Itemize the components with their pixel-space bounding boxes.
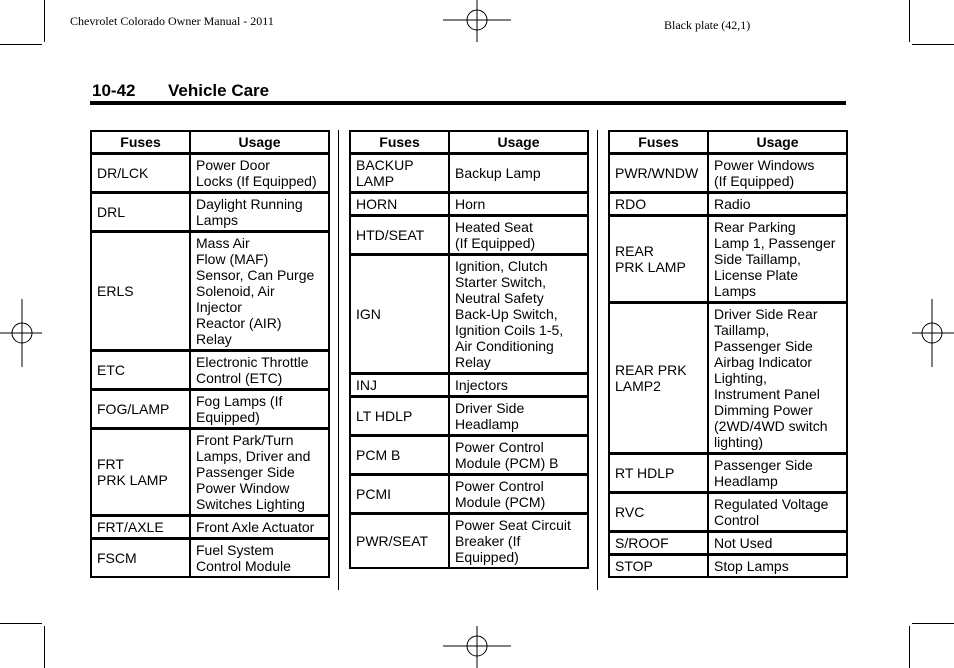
fuse-cell: PWR/WNDW <box>609 154 708 193</box>
page-title <box>92 81 269 101</box>
table-row <box>91 154 329 193</box>
usage-cell: Regulated Voltage Control <box>708 493 847 532</box>
usage-cell: Front Park/Turn Lamps, Driver and Passenger Side Power Window Switches Lighting <box>190 429 329 516</box>
fuse-cell: S/ROOF <box>609 532 708 555</box>
title-rule <box>90 101 846 105</box>
fuse-cell: ERLS <box>91 232 190 351</box>
table-row <box>350 255 588 374</box>
fuse-cell: BACKUP LAMP <box>350 154 449 193</box>
fuse-cell: DRL <box>91 193 190 232</box>
fuse-table-2 <box>349 130 589 569</box>
fuse-cell: FOG/LAMP <box>91 390 190 429</box>
crop-mark-bottom-left-v <box>44 626 45 668</box>
table-row <box>350 193 588 216</box>
plate-label: Black plate (42,1) <box>664 18 751 32</box>
table-row <box>91 516 329 539</box>
column-header-fuses: Fuses <box>350 131 449 154</box>
table-row <box>609 493 847 532</box>
registration-mark-top <box>457 0 497 42</box>
column-header-fuses: Fuses <box>91 131 190 154</box>
fuse-cell: FRT PRK LAMP <box>91 429 190 516</box>
table-row <box>350 397 588 436</box>
crop-mark-bottom-right-v <box>909 626 910 668</box>
usage-cell: Passenger Side Headlamp <box>708 454 847 493</box>
usage-cell: Power Door Locks (If Equipped) <box>190 154 329 193</box>
table-row <box>350 475 588 514</box>
usage-cell: Driver Side Rear Taillamp, Passenger Side Airbag Indicator Lighting, Instrument Panel Dimming Power (2WD/4WD switch lighting) <box>708 303 847 454</box>
usage-cell: Ignition, Clutch Starter Switch, Neutral Safety Back-Up Switch, Ignition Coils 1-5, Air Conditioning Relay <box>449 255 588 374</box>
fuse-cell: PCM B <box>350 436 449 475</box>
crop-mark-top-right-v <box>909 0 910 42</box>
usage-cell: Power Control Module (PCM) B <box>449 436 588 475</box>
usage-cell: Stop Lamps <box>708 555 847 578</box>
usage-cell: Heated Seat (If Equipped) <box>449 216 588 255</box>
section-title: Vehicle Care <box>168 81 270 100</box>
registration-mark-right <box>912 313 954 353</box>
table-row <box>91 539 329 578</box>
crop-mark-bottom-left-h <box>0 623 42 624</box>
fuse-table-1 <box>90 130 330 578</box>
fuse-cell: REAR PRK LAMP <box>609 216 708 303</box>
usage-cell: Power Control Module (PCM) <box>449 475 588 514</box>
fuse-cell: IGN <box>350 255 449 374</box>
usage-cell: Injectors <box>449 374 588 397</box>
table-row <box>350 216 588 255</box>
usage-cell: Driver Side Headlamp <box>449 397 588 436</box>
table-row <box>609 454 847 493</box>
table-row <box>91 351 329 390</box>
usage-cell: Backup Lamp <box>449 154 588 193</box>
table-row <box>350 514 588 569</box>
fuse-cell: PCMI <box>350 475 449 514</box>
crop-mark-bottom-right-h <box>912 623 954 624</box>
table-row <box>350 154 588 193</box>
fuse-cell: ETC <box>91 351 190 390</box>
fuse-cell: FSCM <box>91 539 190 578</box>
manual-title: Chevrolet Colorado Owner Manual - 2011 <box>70 14 274 28</box>
table-row <box>609 555 847 578</box>
column-header-usage: Usage <box>190 131 329 154</box>
table-row <box>609 303 847 454</box>
table-row <box>350 374 588 397</box>
fuse-cell: INJ <box>350 374 449 397</box>
column-divider-2 <box>597 130 598 590</box>
page-number: 10-42 <box>92 81 136 100</box>
table-row <box>91 429 329 516</box>
fuse-cell: RVC <box>609 493 708 532</box>
fuse-cell: REAR PRK LAMP2 <box>609 303 708 454</box>
fuse-cell: LT HDLP <box>350 397 449 436</box>
column-header-usage: Usage <box>708 131 847 154</box>
table-row <box>91 193 329 232</box>
usage-cell: Fog Lamps (If Equipped) <box>190 390 329 429</box>
usage-cell: Horn <box>449 193 588 216</box>
usage-cell: Power Seat Circuit Breaker (If Equipped) <box>449 514 588 569</box>
column-header-fuses: Fuses <box>609 131 708 154</box>
fuse-cell: FRT/AXLE <box>91 516 190 539</box>
registration-mark-left <box>0 313 42 353</box>
fuse-cell: DR/LCK <box>91 154 190 193</box>
usage-cell: Not Used <box>708 532 847 555</box>
column-header-usage: Usage <box>449 131 588 154</box>
registration-mark-bottom <box>457 626 497 668</box>
table-row <box>91 390 329 429</box>
usage-cell: Power Windows (If Equipped) <box>708 154 847 193</box>
fuse-cell: RT HDLP <box>609 454 708 493</box>
fuse-table-3 <box>608 130 848 578</box>
fuse-cell: STOP <box>609 555 708 578</box>
usage-cell: Rear Parking Lamp 1, Passenger Side Taillamp, License Plate Lamps <box>708 216 847 303</box>
usage-cell: Electronic Throttle Control (ETC) <box>190 351 329 390</box>
crop-mark-top-right-h <box>912 44 954 45</box>
usage-cell: Fuel System Control Module <box>190 539 329 578</box>
usage-cell: Radio <box>708 193 847 216</box>
table-row <box>609 193 847 216</box>
table-row <box>350 436 588 475</box>
crop-mark-top-left-h <box>0 44 42 45</box>
usage-cell: Front Axle Actuator <box>190 516 329 539</box>
table-row <box>609 532 847 555</box>
column-divider-1 <box>338 130 339 590</box>
fuse-cell: HTD/SEAT <box>350 216 449 255</box>
crop-mark-top-left-v <box>44 0 45 42</box>
table-row <box>91 232 329 351</box>
fuse-cell: RDO <box>609 193 708 216</box>
table-row <box>609 216 847 303</box>
usage-cell: Mass Air Flow (MAF) Sensor, Can Purge Solenoid, Air Injector Reactor (AIR) Relay <box>190 232 329 351</box>
fuse-cell: HORN <box>350 193 449 216</box>
fuse-cell: PWR/SEAT <box>350 514 449 569</box>
table-row <box>609 154 847 193</box>
usage-cell: Daylight Running Lamps <box>190 193 329 232</box>
